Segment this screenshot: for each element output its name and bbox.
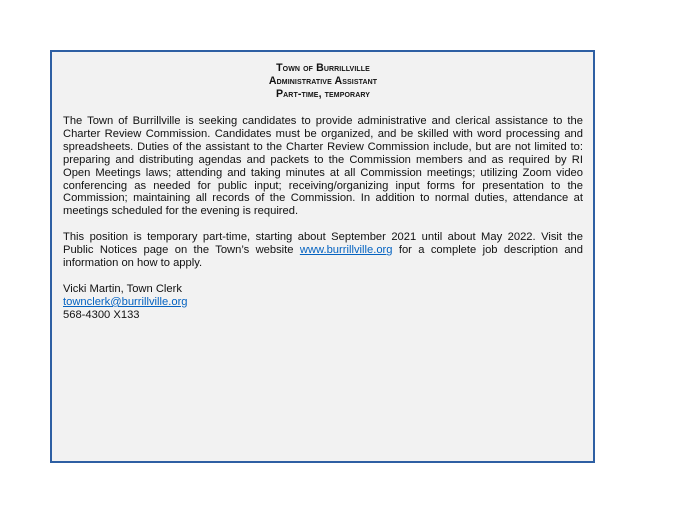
contact-signature bbox=[63, 283, 583, 322]
town-title: Town of Burrillville bbox=[276, 62, 370, 74]
position-type: Part-time, temporary bbox=[275, 88, 371, 100]
notice-body bbox=[63, 115, 583, 270]
contact-phone: 568-4300 X133 bbox=[63, 308, 140, 321]
position-title: Administrative Assistant bbox=[268, 75, 378, 87]
application-paragraph bbox=[63, 231, 583, 270]
website-link[interactable]: www.burrillville.org bbox=[299, 244, 393, 257]
job-notice-box bbox=[50, 50, 595, 463]
application-text-end: for a complete job description and information on how to apply. bbox=[63, 244, 583, 270]
contact-email-link[interactable]: townclerk@burrillville.org bbox=[63, 295, 188, 308]
contact-name: Vicki Martin, Town Clerk bbox=[63, 282, 182, 295]
description-paragraph: The Town of Burrillville is seeking candidates to provide administrative and clerical assistance to the Charter Review Commission. Candidates must be organized, and be skilled with word processing and spreadsheets. Duties of the assistant to the Charter Review Commission include, but are not limited to: preparing and distributing agendas and packets to the Commission members and as required by RI Open Meetings laws; attending and taking minutes at all Commission meetings; utilizing Zoom video conferencing as needed for public input; receiving/organizing input forms for presentation to the Commission; maintaining all records of the Commission. In addition to normal duties, attendance at meetings scheduled for the evening is required. bbox=[63, 115, 583, 218]
application-text-start: This position is temporary part-time, starting about September 2021 until about May 2022. Visit the Public Notices page on the Town’s website bbox=[63, 231, 583, 257]
notice-header bbox=[63, 62, 583, 101]
